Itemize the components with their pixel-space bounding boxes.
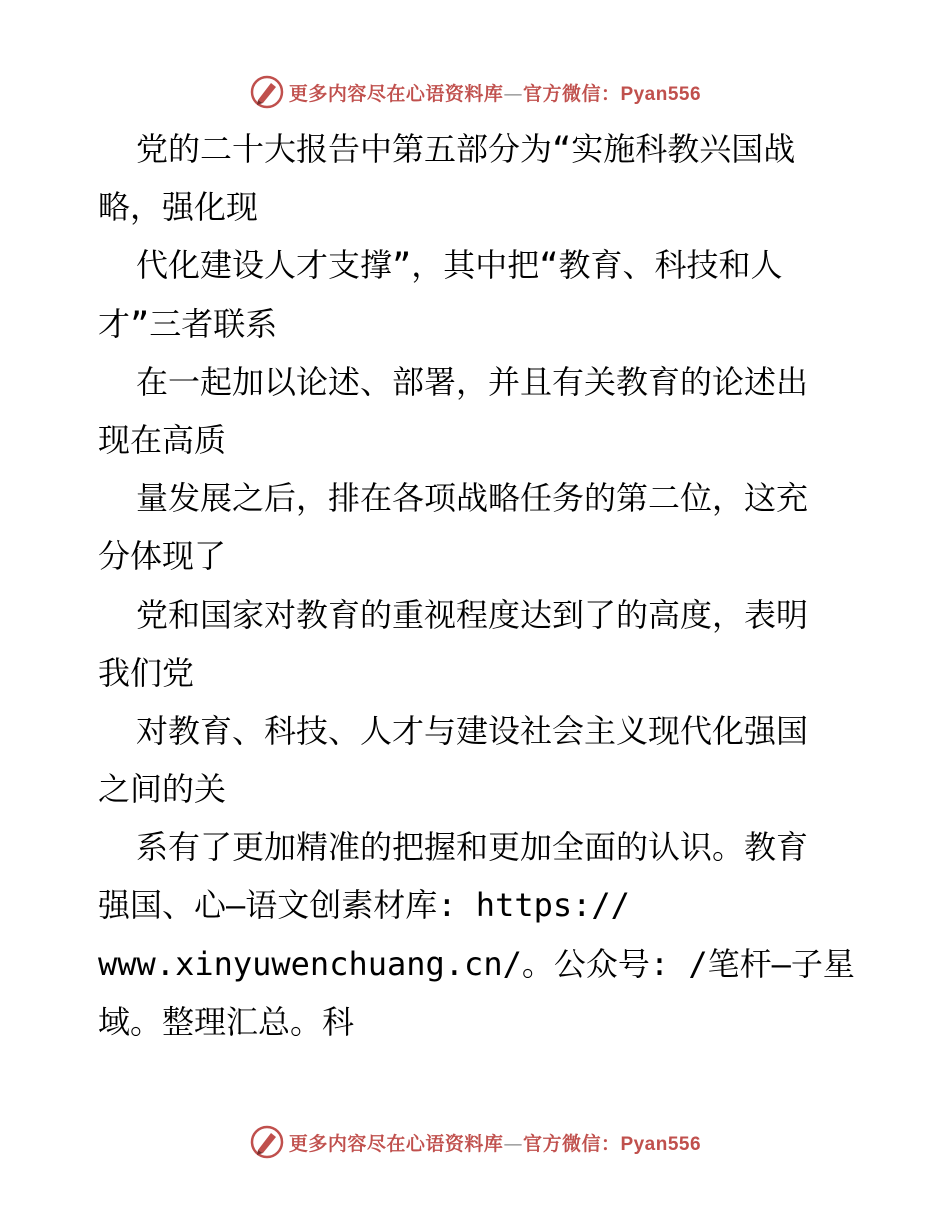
footer-banner-separator: — [503,1132,523,1155]
footer-banner-title: 更多内容尽在心语资料库 [288,1132,504,1155]
body-text [98,120,858,1051]
body-line: 域。整理汇总。科 [98,1002,355,1041]
body-line: 量发展之后，排在各项战略任务的第二位，这充 [136,479,809,518]
body-line: 系有了更加精准的把握和更加全面的认识。教育 [136,828,809,867]
body-line: 在一起加以论述、部署，并且有关教育的论述出 [136,362,809,401]
header-banner-text [289,79,701,106]
footer-banner-wechat: 官方微信：Pyan556 [522,1133,702,1155]
body-line: 之间的关 [98,770,227,809]
body-line: 代化建设人才支撑”，其中把“教育、科技和人 [136,246,783,285]
body-line: 现在高质 [98,420,227,459]
header-banner [0,72,950,112]
body-line: 才”三者联系 [98,304,278,343]
body-line: 我们党 [98,653,195,692]
body-line: 略，强化现 [98,188,259,227]
body-line: 党的二十大报告中第五部分为“实施科教兴国战 [136,130,796,168]
pen-logo-icon [249,1124,285,1160]
body-line: 党和国家对教育的重视程度达到了的高度，表明 [136,595,809,634]
body-line: 分体现了 [98,537,227,576]
header-banner-title: 更多内容尽在心语资料库 [288,82,504,105]
footer-banner-text [289,1129,701,1156]
body-line: 强国、心—语文创素材库: https:// [98,886,630,925]
footer-banner [0,1122,950,1162]
body-line: 对教育、科技、人才与建设社会主义现代化强国 [136,711,809,750]
header-banner-wechat: 官方微信：Pyan556 [522,83,702,105]
pen-logo-icon [249,74,285,110]
body-line: www.xinyuwenchuang.cn/。公众号: /笔杆—子星 [98,944,855,983]
header-banner-separator: — [503,82,523,105]
